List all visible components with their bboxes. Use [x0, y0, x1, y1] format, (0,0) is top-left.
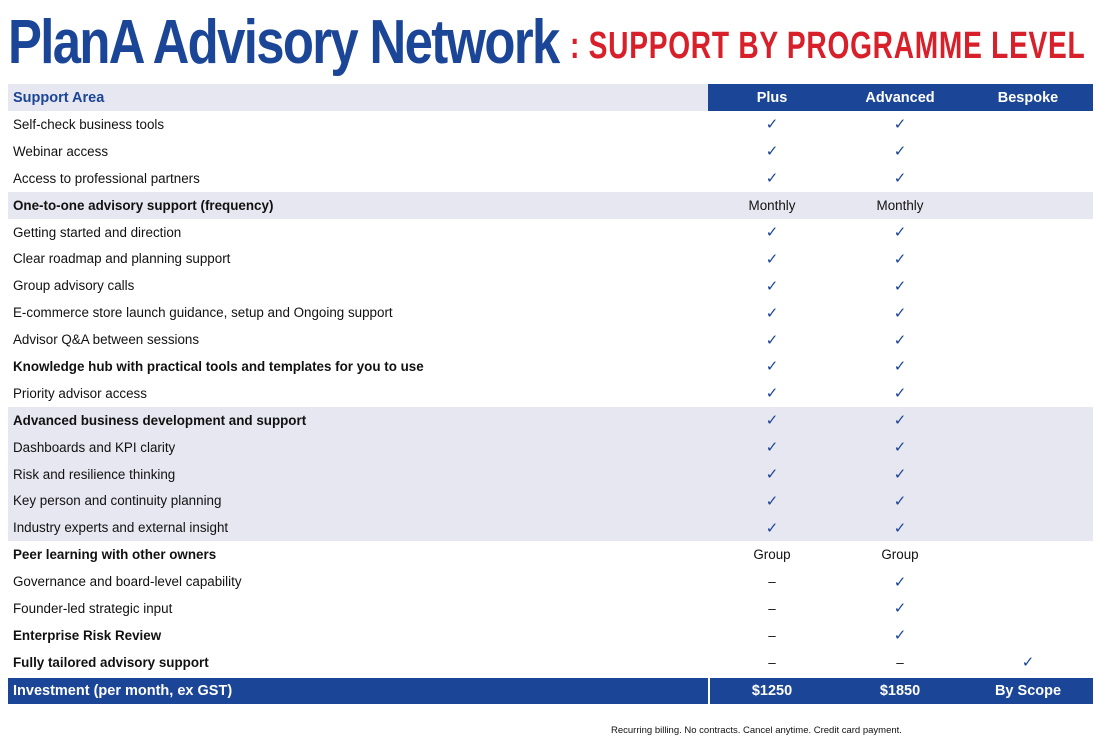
dash-plus: – — [768, 627, 776, 643]
page-subtitle: : SUPPORT BY PROGRAMME LEVEL — [570, 25, 1086, 67]
check-icon: ✓ — [765, 411, 779, 430]
check-icon: ✓ — [765, 303, 779, 322]
row-label: Group advisory calls — [13, 278, 135, 294]
row-label: Priority advisor access — [13, 385, 147, 401]
check-icon: ✓ — [893, 411, 907, 430]
row-label: Getting started and direction — [13, 224, 182, 240]
table-row — [8, 649, 1093, 676]
check-icon: ✓ — [893, 626, 907, 645]
table-row — [8, 326, 1093, 353]
row-label: Fully tailored advisory support — [13, 654, 209, 670]
row-label: Peer learning with other owners — [13, 547, 217, 563]
brand-title: PlanA Advisory Network — [8, 8, 559, 77]
check-icon: ✓ — [765, 330, 779, 349]
check-icon: ✓ — [893, 249, 907, 268]
check-icon: ✓ — [765, 249, 779, 268]
table-row — [8, 514, 1093, 541]
check-icon: ✓ — [893, 572, 907, 591]
table-row — [8, 380, 1093, 407]
table-row — [8, 138, 1093, 165]
check-icon: ✓ — [893, 599, 907, 618]
check-icon: ✓ — [893, 330, 907, 349]
cell-advanced: Monthly — [876, 197, 924, 213]
table-row — [8, 111, 1093, 138]
table-row — [8, 219, 1093, 246]
table-row — [8, 299, 1093, 326]
check-icon: ✓ — [893, 169, 907, 188]
check-icon: ✓ — [893, 465, 907, 484]
row-label: Enterprise Risk Review — [13, 627, 162, 643]
programme-table — [8, 84, 1093, 704]
cell-plus: Monthly — [748, 197, 796, 213]
check-icon: ✓ — [893, 438, 907, 457]
table-row — [8, 568, 1093, 595]
table-row — [8, 192, 1093, 219]
table-row — [8, 595, 1093, 622]
row-label: Industry experts and external insight — [13, 520, 229, 536]
row-label: Advanced business development and support — [13, 412, 307, 428]
check-icon: ✓ — [765, 438, 779, 457]
check-icon: ✓ — [765, 518, 779, 537]
footnote: Recurring billing. No contracts. Cancel anytime. Credit card payment. — [611, 725, 902, 736]
check-icon: ✓ — [893, 518, 907, 537]
check-icon: ✓ — [765, 465, 779, 484]
dash-plus: – — [768, 574, 776, 590]
investment-row — [8, 678, 1093, 704]
table-header-row — [8, 84, 1093, 111]
column-header-bespoke: Bespoke — [997, 89, 1059, 106]
row-label: Dashboards and KPI clarity — [13, 439, 176, 455]
table-row — [8, 245, 1093, 272]
check-icon: ✓ — [765, 384, 779, 403]
row-label: Founder-led strategic input — [13, 600, 173, 616]
dash-advanced: – — [896, 654, 904, 670]
row-label: Advisor Q&A between sessions — [13, 332, 200, 348]
row-label: Risk and resilience thinking — [13, 466, 176, 482]
investment-plus: $1250 — [751, 682, 793, 699]
check-icon: ✓ — [893, 276, 907, 295]
check-icon: ✓ — [765, 223, 779, 241]
check-icon: ✓ — [765, 142, 779, 161]
check-icon: ✓ — [765, 276, 779, 295]
row-label: Knowledge hub with practical tools and templates for you to use — [13, 358, 424, 374]
column-header-support-area: Support Area — [13, 89, 105, 106]
table-row — [8, 434, 1093, 461]
row-label: Key person and continuity planning — [13, 493, 222, 509]
table-row — [8, 272, 1093, 299]
cell-advanced: Group — [881, 547, 919, 563]
check-icon: ✓ — [893, 223, 907, 241]
dash-plus: – — [768, 654, 776, 670]
check-icon: ✓ — [893, 303, 907, 322]
row-label: Webinar access — [13, 143, 109, 159]
table-row — [8, 541, 1093, 568]
cell-plus: Group — [753, 547, 791, 563]
check-icon: ✓ — [765, 491, 779, 510]
investment-bespoke: By Scope — [994, 682, 1062, 699]
check-icon: ✓ — [765, 115, 779, 134]
check-icon: ✓ — [765, 357, 779, 376]
column-header-plus: Plus — [756, 89, 788, 106]
investment-label: Investment (per month, ex GST) — [13, 682, 233, 699]
dash-plus: – — [768, 600, 776, 616]
row-label: One-to-one advisory support (frequency) — [13, 197, 274, 213]
row-label: Access to professional partners — [13, 170, 200, 186]
check-icon: ✓ — [765, 169, 779, 188]
table-row — [8, 622, 1093, 649]
table-row — [8, 353, 1093, 380]
row-label: Self-check business tools — [13, 116, 165, 132]
table-row — [8, 407, 1093, 434]
check-icon: ✓ — [893, 357, 907, 376]
page-header — [8, 2, 1100, 78]
check-icon: ✓ — [893, 491, 907, 510]
column-header-advanced: Advanced — [865, 89, 935, 106]
check-icon: ✓ — [893, 384, 907, 403]
check-icon: ✓ — [1021, 653, 1035, 672]
table-row — [8, 487, 1093, 514]
table-row — [8, 461, 1093, 488]
row-label: Clear roadmap and planning support — [13, 251, 231, 267]
table-row — [8, 165, 1093, 192]
check-icon: ✓ — [893, 115, 907, 134]
check-icon: ✓ — [893, 142, 907, 161]
investment-advanced: $1850 — [879, 682, 921, 699]
row-label: E-commerce store launch guidance, setup and Ongoing support — [13, 305, 393, 321]
row-label: Governance and board-level capability — [13, 574, 242, 590]
table-body — [8, 111, 1093, 676]
